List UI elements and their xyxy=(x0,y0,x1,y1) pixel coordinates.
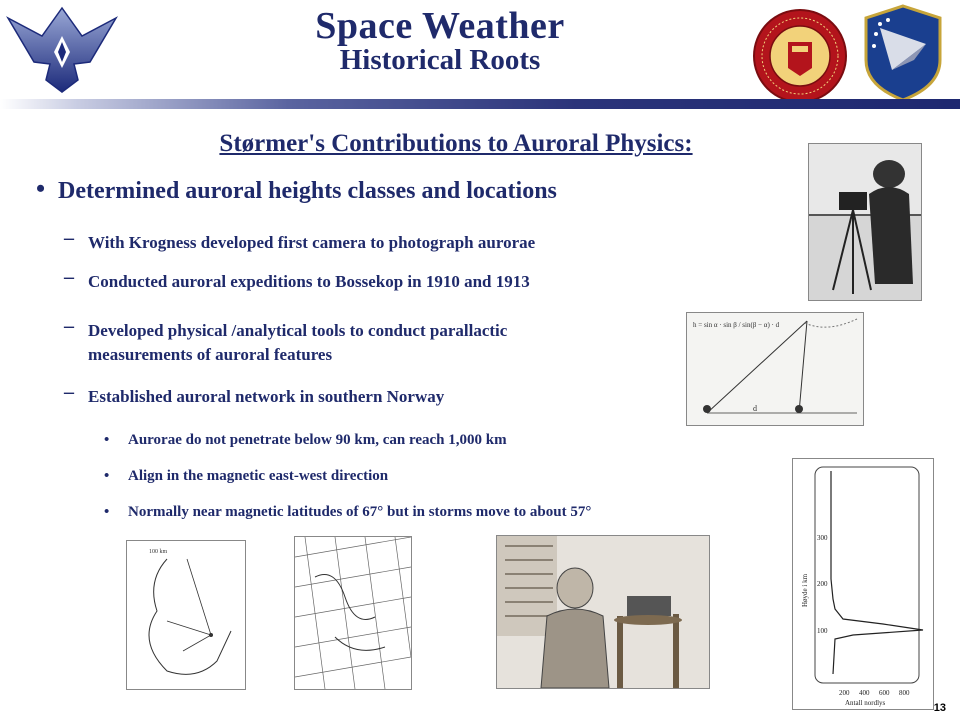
graph-xlabel: Antall nordlys xyxy=(845,699,886,707)
bullet-dot-icon: • xyxy=(104,432,110,448)
xtick-200: 200 xyxy=(839,689,850,697)
slide-title: Space Weather xyxy=(315,5,565,47)
section-heading: Størmer's Contributions to Auroral Physics: xyxy=(219,130,693,157)
xtick-400: 400 xyxy=(859,689,870,697)
graph-ylabel: Høyde i km xyxy=(801,573,809,607)
norway-network-map xyxy=(126,540,246,690)
ytick-100: 100 xyxy=(817,627,828,635)
bullet-dot-icon: • xyxy=(104,468,110,484)
stormer-portrait xyxy=(496,535,710,689)
camera-photo xyxy=(808,143,922,301)
bullet-dot-icon: • xyxy=(104,504,110,520)
ytick-300: 300 xyxy=(817,534,828,542)
dash-icon: – xyxy=(64,315,74,337)
dash-icon: – xyxy=(64,227,74,249)
bullet-dot-icon: • xyxy=(36,174,46,203)
boston-college-seal xyxy=(752,8,848,104)
dash-icon: – xyxy=(64,381,74,403)
xtick-800: 800 xyxy=(899,689,910,697)
map-scale-label: 100 km xyxy=(149,549,168,555)
auroral-grid-map xyxy=(294,536,412,690)
parallax-diagram xyxy=(686,312,864,426)
header-band xyxy=(0,99,960,109)
dash-icon: – xyxy=(64,266,74,288)
page-number: 13 xyxy=(933,702,946,714)
slide-subtitle: Historical Roots xyxy=(339,44,541,76)
altitude-graph xyxy=(792,458,934,710)
main-bullet-text: Determined auroral heights classes and locations xyxy=(58,178,557,204)
distance-label: d xyxy=(753,404,757,413)
ytick-200: 200 xyxy=(817,580,828,588)
afrl-badge xyxy=(862,4,944,102)
diagram-formula: h = sin α · sin β / sin(β − α) · d xyxy=(693,321,780,329)
xtick-600: 600 xyxy=(879,689,890,697)
